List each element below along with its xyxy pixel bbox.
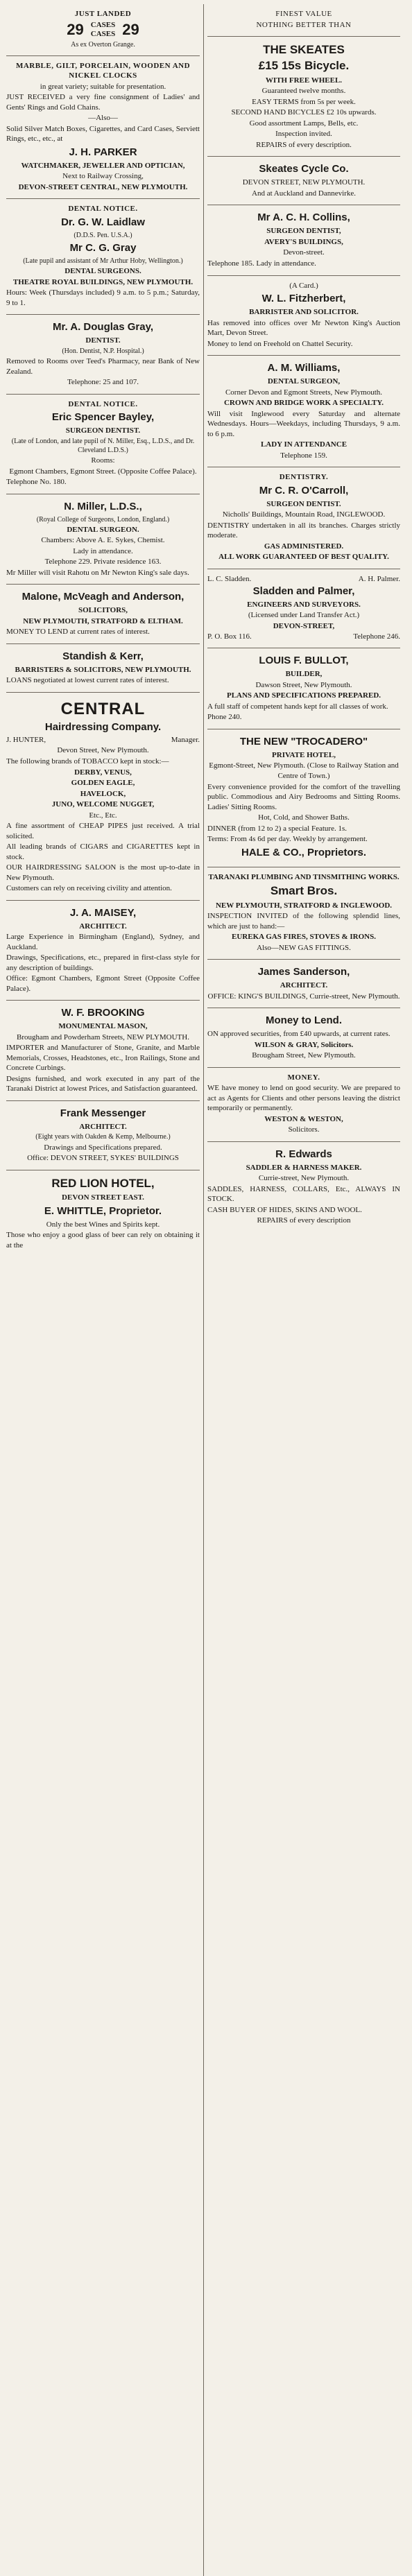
fitzherbert-tag: (A Card.) <box>289 281 318 290</box>
brooking-title: MONUMENTAL MASON, <box>58 1022 148 1031</box>
central-saloon: OUR HAIRDRESSING SALOON is the most up-to-date in New Plymouth. <box>6 863 200 882</box>
ad-parker <box>6 56 200 200</box>
sladden-tel: Telephone 246. <box>353 632 400 641</box>
collins-street: Devon-street. <box>283 248 325 257</box>
bayley-title: SURGEON DENTIST. <box>65 426 141 435</box>
miller-note: Mr Miller will visit Rahotu on Mr Newton King's sale days. <box>6 568 189 577</box>
ad-smart-bros <box>207 867 400 960</box>
central-cigars: All leading brands of CIGARS and CIGARETTES kept in stock. <box>6 842 200 861</box>
ad-fitzherbert <box>207 276 400 356</box>
central-pipes: A fine assortment of CHEAP PIPES just received. A trial solicited. <box>6 822 200 840</box>
bullot-phone: Phone 240. <box>207 713 242 722</box>
messenger-office: Office: DEVON STREET, SYKES' BUILDINGS <box>27 1154 179 1163</box>
ad-money-to-lend <box>207 1008 400 1068</box>
ocarroll-body: DENTISTRY undertaken in all its branches. Charges strictly moderate. <box>207 521 400 540</box>
money-lend-addr: Brougham Street, New Plymouth. <box>252 1051 356 1060</box>
brooking-body: IMPORTER and Manufacturer of Stone, Granite, and Marble Memorials, Crosses, Headstones, etc., Iron Railings, Stone and Concrete Curbings. <box>6 1044 200 1073</box>
ad-finest-value <box>207 4 400 37</box>
bayley-tel: Telephone No. 180. <box>6 478 67 487</box>
laidlaw-qual: (D.D.S. Pen. U.S.A.) <box>74 231 132 239</box>
skeates-lamps: Good assortment Lamps, Bells, etc. <box>249 119 359 128</box>
malone-title: SOLICITORS, <box>78 606 128 615</box>
edwards-addr: Currie-street, New Plymouth. <box>258 1174 350 1183</box>
douglas-tel: Telephone: 25 and 107. <box>67 378 139 387</box>
gray-qual: (Late pupil and assistant of Mr Arthur Hoby, Wellington.) <box>23 257 183 266</box>
standish-name: Standish & Kerr, <box>62 650 144 662</box>
money-lend-body: ON approved securities, from £40 upwards, at current rates. <box>207 1030 390 1039</box>
williams-addr: Corner Devon and Egmont Streets, New Plymouth. <box>225 388 383 397</box>
laidlaw-title: DENTAL SURGEONS. <box>65 267 141 276</box>
brooking-designs: Designs furnished, and work executed in any part of the Taranaki District at lowest Prices, and Satisfaction guaranteed. <box>6 1074 200 1093</box>
ad-sanderson <box>207 960 400 1008</box>
bullot-title: BUILDER, <box>285 670 323 679</box>
miller-tel: Telephone 229. Private residence 163. <box>44 557 162 567</box>
laidlaw-name: Dr. G. W. Laidlaw <box>61 216 145 228</box>
skeates-co-name: Skeates Cycle Co. <box>259 163 349 175</box>
parker-addr-1: Next to Railway Crossing, <box>62 172 144 181</box>
dental-notice-heading-2: DENTAL NOTICE. <box>68 399 138 408</box>
sladden-contact <box>207 632 400 641</box>
red-lion-glass: Those who enjoy a good glass of beer can rely on obtaining it at the <box>6 1231 200 1250</box>
messenger-exp: (Eight years with Oakden & Kemp, Melbourne.) <box>35 1133 171 1141</box>
douglas-title: DENTIST. <box>85 336 121 345</box>
williams-tel: Telephone 159. <box>280 451 327 460</box>
smart-name: Smart Bros. <box>270 884 338 898</box>
sladden-sig-1: L. C. Sladden. <box>207 574 252 583</box>
edwards-name: R. Edwards <box>275 1148 332 1160</box>
ad-trocadero <box>207 729 400 867</box>
ocarroll-gas: GAS ADMINISTERED. <box>264 542 344 551</box>
ad-sladden <box>207 569 400 649</box>
messenger-title: ARCHITECT. <box>79 1122 127 1131</box>
central-manager <box>6 736 200 744</box>
brand-5: Etc., Etc. <box>89 811 117 820</box>
central-intro: The following brands of TOBACCO kept in stock:— <box>6 757 169 766</box>
brand-3: HAVELOCK, <box>80 789 126 798</box>
laidlaw-hours: Hours: Week (Thursdays included) 9 a.m. to 5 p.m.; Saturday, 9 to 1. <box>6 288 200 307</box>
collins-building: AVERY'S BUILDINGS, <box>264 237 343 246</box>
hale-proprietors: HALE & CO., Proprietors. <box>241 846 367 858</box>
rings-line: JUST RECEIVED a very fine consignment of Ladies' and Gents' Rings and Gold Chains. <box>6 93 200 112</box>
bullot-staff: A full staff of competent hands kept for all classes of work. <box>207 702 388 711</box>
cases-label-top: CASES <box>90 21 116 30</box>
sladden-box: P. O. Box 116. <box>207 632 252 641</box>
ad-laidlaw <box>6 199 200 315</box>
bullot-plans: PLANS AND SPECIFICATIONS PREPARED. <box>226 691 381 700</box>
ad-miller <box>6 494 200 585</box>
ad-douglas-gray <box>6 315 200 394</box>
ad-bullot <box>207 648 400 729</box>
sladden-title: ENGINEERS AND SURVEYORS. <box>247 600 361 609</box>
miller-name: N. Miller, L.D.S., <box>64 500 142 512</box>
douglas-moved: Removed to Rooms over Teed's Pharmacy, near Bank of New Zealand. <box>6 357 200 376</box>
brand-1: DERBY, VENUS, <box>74 768 132 777</box>
williams-name: A. M. Williams, <box>267 362 341 374</box>
collins-title: SURGEON DENTIST, <box>266 227 341 236</box>
gray-name: Mr C. G. Gray <box>69 242 137 254</box>
central-manager-role: Manager. <box>171 736 200 745</box>
ad-weston <box>207 1068 400 1142</box>
central-addr: Devon Street, New Plymouth. <box>57 746 149 755</box>
laidlaw-addr: THEATRE ROYAL BUILDINGS, NEW PLYMOUTH. <box>12 277 194 286</box>
ad-central <box>6 693 200 901</box>
trocadero-name: THE NEW "TROCADERO" <box>239 735 368 747</box>
bayley-qual: (Late of London, and late pupil of N. Miller, Esq., L.D.S., and Dr. Cleveland L.D.S.) <box>11 437 195 454</box>
brand-4: JUNO, WELCOME NUGGET, <box>51 800 155 809</box>
collins-tel: Telephone 185. Lady in attendance. <box>207 259 316 268</box>
weston-body: WE have money to lend on good security. We are prepared to act as Agents for Clients and other persons leaving the district temporarily or permanently. <box>207 1084 400 1113</box>
skeates-wheel: WITH FREE WHEEL. <box>265 76 343 85</box>
ad-bayley <box>6 395 200 494</box>
dental-notice-heading: DENTAL NOTICE. <box>68 205 138 214</box>
ad-skeates-co <box>207 157 400 205</box>
smart-lines: EUREKA GAS FIRES, STOVES & IRONS. <box>232 933 376 942</box>
edwards-repairs: REPAIRS of every description <box>257 1216 351 1225</box>
nothing-better: NOTHING BETTER THAN <box>256 20 352 29</box>
ocarroll-name: Mr C. R. O'Carroll, <box>259 484 349 496</box>
red-lion-name: RED LION HOTEL, <box>51 1176 155 1190</box>
miller-qual: (Royal College of Surgeons, London, England.) <box>36 515 170 524</box>
miller-title: DENTAL SURGEON. <box>67 525 139 534</box>
skeates-secondhand: SECOND HAND BICYCLES £2 10s upwards. <box>231 108 377 117</box>
sladden-addr: DEVON-STREET, <box>273 621 335 630</box>
williams-visit: Will visit Inglewood every Saturday and alternate Wednesdays. Hours—Weekdays, including Thursdays, 9 a.m. to 6 p.m. <box>207 409 400 438</box>
money-lend-firm: WILSON & GRAY, Solicitors. <box>254 1040 354 1049</box>
maisey-name: J. A. MAISEY, <box>69 906 137 919</box>
ad-maisey <box>6 901 200 1001</box>
cases-banner <box>6 21 200 39</box>
smart-tag: TARANAKI PLUMBING AND TINSMITHING WORKS. <box>208 872 400 881</box>
fitzherbert-title: BARRISTER AND SOLICITOR. <box>249 308 359 317</box>
ad-skeates <box>207 37 400 157</box>
fitzherbert-name: W. L. Fitzherbert, <box>261 293 346 305</box>
messenger-name: Frank Messenger <box>60 1107 146 1119</box>
malone-addr: NEW PLYMOUTH, STRATFORD & ELTHAM. <box>23 616 183 625</box>
right-column <box>203 4 404 2576</box>
clock-line: MARBLE, GILT, PORCELAIN, WOODEN AND NICKEL CLOCKS <box>15 61 191 80</box>
skeates-price: £15 15s Bicycle. <box>258 59 350 73</box>
bullot-name: LOUIS F. BULLOT, <box>259 655 349 667</box>
parker-name: J. H. PARKER <box>69 146 137 158</box>
bayley-rooms: Rooms: <box>91 456 115 465</box>
trocadero-sub: PRIVATE HOTEL, <box>272 750 336 759</box>
edwards-body: SADDLES, HARNESS, COLLARS, Etc., ALWAYS IN STOCK. <box>207 1184 400 1204</box>
silver-line: Solid Silver Match Boxes, Cigarettes, and Card Cases, Serviett Rings, etc., etc., at <box>6 124 200 144</box>
douglas-name: Mr. A. Douglas Gray, <box>52 321 154 334</box>
sladden-signatures <box>207 575 400 583</box>
cases-label-bottom: CASES <box>90 29 116 38</box>
trocadero-dinner: DINNER (from 12 to 2) a special Feature. 1s. <box>207 824 347 833</box>
ad-messenger <box>6 1101 200 1170</box>
maisey-office: Office: Egmont Chambers, Egmont Street (Opposite Coffee Palace). <box>6 974 200 993</box>
sanderson-name: James Sanderson, <box>257 966 350 978</box>
sladden-sig-2: A. H. Palmer. <box>358 574 400 583</box>
miller-lady: Lady in attendance. <box>73 546 133 555</box>
williams-title: DENTAL SURGEON, <box>267 377 341 386</box>
sladden-license: (Licensed under Land Transfer Act.) <box>248 611 360 620</box>
left-column <box>3 4 203 2576</box>
ad-standish <box>6 644 200 693</box>
central-name-2: Hairdressing Company. <box>44 721 162 734</box>
parker-trade: WATCHMAKER, JEWELLER AND OPTICIAN, <box>21 161 185 170</box>
ad-brooking <box>6 1001 200 1101</box>
bayley-name: Eric Spencer Bayley, <box>51 411 155 424</box>
miller-chambers: Chambers: Above A. E. Sykes, Chemist. <box>41 536 165 545</box>
skeates-co-branches: And at Auckland and Dannevirke. <box>252 189 356 198</box>
red-lion-addr: DEVON STREET EAST. <box>62 1193 144 1202</box>
skeates-guarantee: Guaranteed twelve months. <box>261 87 346 96</box>
finest-value: FINEST VALUE <box>275 10 332 18</box>
douglas-qual: (Hon. Dentist, N.P. Hospital.) <box>62 347 144 355</box>
smart-also: Also—NEW GAS FITTINGS. <box>257 943 351 952</box>
messenger-plans: Drawings and Specifications prepared. <box>44 1143 162 1152</box>
weston-firm: WESTON & WESTON, <box>264 1114 343 1123</box>
ocarroll-work: ALL WORK GUARANTEED OF BEST QUALITY. <box>218 553 389 562</box>
ad-edwards <box>207 1142 400 1232</box>
brand-2: GOLDEN EAGLE, <box>71 779 135 788</box>
trocadero-terms: Terms: From 4s 6d per day. Weekly by arrangement. <box>207 835 368 844</box>
weston-role: Solicitors. <box>288 1125 320 1134</box>
cases-count-left: 29 <box>67 20 84 38</box>
williams-lady: LADY IN ATTENDANCE <box>260 440 347 449</box>
ad-malone <box>6 585 200 644</box>
parker-addr-2: DEVON-STREET CENTRAL, NEW PLYMOUTH. <box>18 182 188 191</box>
edwards-cash: CASH BUYER OF HIDES, SKINS AND WOOL. <box>207 1205 362 1214</box>
skeates-name: THE SKEATES <box>263 43 345 57</box>
also-line: —Also— <box>88 114 118 123</box>
brooking-name: W. F. BROOKING <box>61 1007 145 1019</box>
ocarroll-title: SURGEON DENTIST. <box>266 499 341 508</box>
brooking-addr: Brougham and Powderham Streets, NEW PLYMOUTH. <box>17 1032 189 1041</box>
red-lion-owner: E. WHITTLE, Proprietor. <box>44 1204 162 1217</box>
skeates-terms: EASY TERMS from 5s per week. <box>252 97 356 106</box>
ad-collins <box>207 205 400 275</box>
fitzherbert-office: Has removed into offices over Mr Newton King's Auction Mart, Devon Street. <box>207 318 400 338</box>
trocadero-body: Every convenience provided for the comfort of the travelling public. Commodious and Airy Bedrooms and Sitting Rooms. Ladies' Sitting Rooms. <box>207 782 400 811</box>
ad-williams <box>207 356 400 467</box>
red-lion-wines: Only the best Wines and Spirits kept. <box>46 1220 160 1229</box>
cases-label <box>91 21 115 37</box>
ad-ocarroll <box>207 467 400 569</box>
skeates-repairs: REPAIRS of every description. <box>256 140 352 149</box>
standish-title: BARRISTERS & SOLICITORS, NEW PLYMOUTH. <box>15 665 191 674</box>
maisey-title: ARCHITECT. <box>79 922 127 931</box>
trocadero-bath: Hot, Cold, and Shower Baths. <box>258 813 350 822</box>
skeates-co-addr: DEVON STREET, NEW PLYMOUTH. <box>242 178 366 187</box>
ship-name: As ex Overton Grange. <box>71 40 135 49</box>
smart-inspection: INSPECTION INVITED of the following splendid lines, which are just to hand:— <box>207 912 400 931</box>
smart-addr: NEW PLYMOUTH, STRATFORD & INGLEWOOD. <box>215 901 393 910</box>
central-customers: Customers can rely on receiving civility and attention. <box>6 884 172 893</box>
skeates-inspection: Inspection invited. <box>275 130 332 139</box>
edwards-title: SADDLER & HARNESS MAKER. <box>246 1163 362 1172</box>
dentistry-heading: DENTISTRY. <box>279 473 329 482</box>
cases-count-right: 29 <box>122 20 139 38</box>
trocadero-addr: Egmont-Street, New Plymouth. (Close to Railway Station and Centre of Town.) <box>209 761 399 780</box>
just-landed-heading: JUST LANDED <box>74 10 132 18</box>
money-heading: MONEY. <box>287 1073 320 1082</box>
variety-line: in great variety; suitable for presentation. <box>40 82 166 91</box>
williams-crown: CROWN AND BRIDGE WORK A SPECIALTY. <box>223 399 384 408</box>
sanderson-office: OFFICE: KING'S BUILDINGS, Currie-street, New Plymouth. <box>207 992 400 1001</box>
ad-red-lion <box>6 1170 200 1256</box>
malone-name: Malone, McVeagh and Anderson, <box>22 591 184 603</box>
malone-money: MONEY TO LEND at current rates of interest. <box>6 628 150 637</box>
maisey-exp: Large Experience in Birmingham (England), Sydney, and Auckland. <box>6 933 200 951</box>
central-manager-name: J. HUNTER, <box>6 736 46 745</box>
central-name: CENTRAL <box>60 699 146 718</box>
ad-just-landed <box>6 4 200 56</box>
bullot-addr: Dawson Street, New Plymouth. <box>255 680 352 689</box>
bayley-addr: Egmont Chambers, Egmont Street. (Opposite Coffee Palace). <box>9 467 197 476</box>
money-lend-heading: Money to Lend. <box>266 1014 342 1027</box>
collins-name: Mr A. C. H. Collins, <box>257 211 350 224</box>
ocarroll-addr: Nicholls' Buildings, Mountain Road, INGLEWOOD. <box>222 510 386 519</box>
standish-loans: LOANS negotiated at lowest current rates of interest. <box>6 676 169 685</box>
fitzherbert-money: Money to lend on Freehold on Chattel Security. <box>207 339 353 348</box>
sanderson-title: ARCHITECT. <box>280 981 328 990</box>
sladden-name: Sladden and Palmer, <box>252 585 355 597</box>
maisey-draw: Drawings, Specifications, etc., prepared in first-class style for any description of buildings. <box>6 953 200 972</box>
